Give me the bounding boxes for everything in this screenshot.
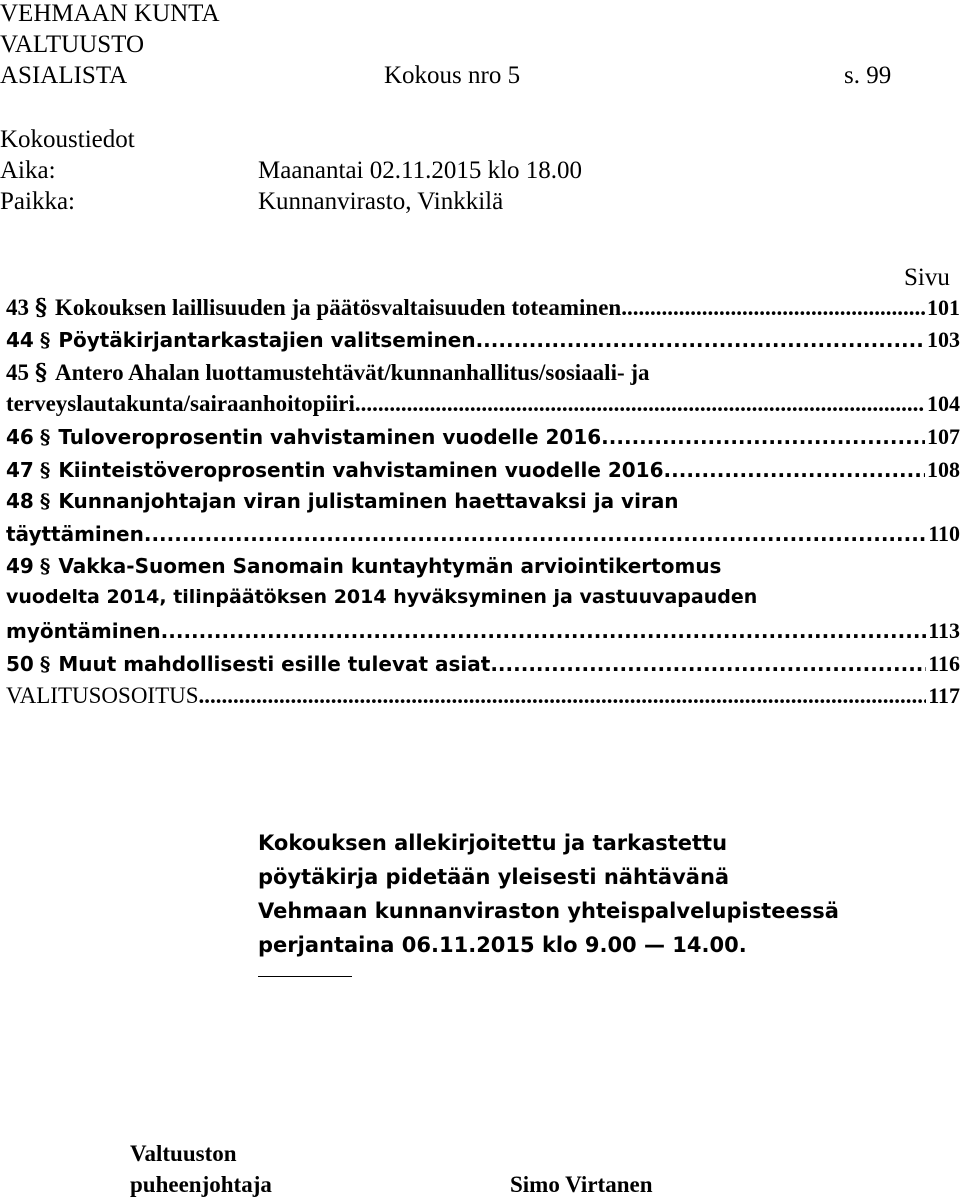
toc-item-49-continued-2[interactable]	[6, 618, 960, 650]
toc-item-page: 110	[928, 521, 960, 546]
toc-item-number: 50	[6, 652, 34, 676]
public-notice	[258, 826, 839, 962]
toc-item-title: Muut mahdollisesti esille tulevat asiat	[58, 652, 491, 676]
toc-item-page: 116	[928, 651, 960, 676]
toc-item-49[interactable]	[6, 554, 960, 586]
dot-leader	[490, 652, 926, 676]
toc-item-48-continued[interactable]	[6, 521, 960, 553]
meeting-number: Kokous nro 5	[384, 62, 521, 89]
toc-item-number: 46	[6, 425, 34, 449]
toc-item-46[interactable]	[6, 424, 960, 456]
section-sign-icon: §	[39, 425, 51, 449]
signature-rule	[258, 976, 352, 977]
chair-role-line1: Valtuuston	[130, 1141, 237, 1166]
section-sign-icon: §	[39, 458, 51, 482]
toc-item-page: 107	[927, 424, 960, 449]
toc-item-page: 108	[927, 457, 960, 482]
toc-item-47[interactable]	[6, 457, 960, 489]
place-label: Paikka:	[0, 188, 75, 215]
dot-leader	[144, 522, 926, 546]
section-sign-icon: §	[39, 489, 51, 513]
toc-item-title-continued: vuodelta 2014, tilinpäätöksen 2014 hyväksyminen ja vastuuvapauden	[6, 586, 758, 608]
document-type: ASIALISTA	[0, 62, 128, 89]
toc-item-page: 113	[928, 618, 960, 643]
place-value: Kunnanvirasto, Vinkkilä	[258, 188, 504, 215]
section-sign-icon: §	[35, 359, 48, 386]
dot-leader	[664, 458, 925, 482]
section-sign-icon: §	[39, 652, 51, 676]
toc-item-45-continued[interactable]	[6, 391, 960, 423]
toc-item-page: 103	[927, 327, 960, 352]
toc-item-title: Pöytäkirjantarkastajien valitseminen	[58, 328, 476, 352]
chair-name: Simo Virtanen	[510, 1172, 653, 1197]
page-number: s. 99	[844, 62, 892, 89]
notice-line: perjantaina 06.11.2015 klo 9.00 — 14.00.	[258, 933, 747, 957]
toc-page-column-label: Sivu	[904, 264, 950, 291]
section-sign-icon: §	[35, 294, 48, 321]
notice-line: pöytäkirja pidetään yleisesti nähtävänä	[258, 865, 730, 889]
section-sign-icon: §	[39, 554, 51, 578]
toc-item-title: Kunnanjohtajan viran julistaminen haettavaksi ja viran	[58, 489, 679, 513]
section-sign-icon: §	[39, 328, 51, 352]
dot-leader	[355, 391, 925, 417]
dot-leader	[199, 683, 927, 709]
toc-item-title: Kokouksen laillisuuden ja päätösvaltaisuuden toteaminen	[55, 295, 622, 320]
toc-item-number: 47	[6, 458, 34, 482]
toc-item-number: 44	[6, 328, 34, 352]
time-value: Maanantai 02.11.2015 klo 18.00	[258, 157, 583, 184]
toc-item-page: 117	[928, 683, 960, 708]
toc-item-title: Antero Ahalan luottamustehtävät/kunnanhallitus/sosiaali- ja	[55, 360, 650, 385]
time-label: Aika:	[0, 157, 56, 184]
dot-leader	[161, 619, 927, 643]
toc-item-44[interactable]	[6, 327, 960, 359]
toc-item-number: 45	[6, 360, 29, 385]
notice-line: Kokouksen allekirjoitettu ja tarkastettu	[258, 831, 728, 855]
toc-item-number: 43	[6, 295, 29, 320]
council-name: VALTUUSTO	[0, 31, 145, 58]
toc-item-43[interactable]	[6, 294, 960, 326]
toc-item-title-continued: täyttäminen	[6, 522, 144, 546]
toc-appeal-label: VALITUSOSOITUS	[6, 683, 199, 708]
toc-item-title-continued: myöntäminen	[6, 619, 161, 643]
toc-item-title: Kiinteistöveroprosentin vahvistaminen vuodelle 2016	[58, 458, 664, 482]
toc-item-title-continued: terveyslautakunta/sairaanhoitopiiri	[6, 391, 355, 416]
toc-item-appeal[interactable]	[6, 683, 960, 715]
toc-item-45[interactable]	[6, 359, 960, 391]
meeting-info-heading: Kokoustiedot	[0, 126, 135, 153]
toc-item-48[interactable]	[6, 489, 960, 521]
toc-item-title: Tuloveroprosentin vahvistaminen vuodelle 2016	[58, 425, 602, 449]
dot-leader	[601, 425, 925, 449]
toc-item-page: 104	[927, 391, 960, 416]
toc-item-title: Vakka-Suomen Sanomain kuntayhtymän arviointikertomus	[58, 554, 722, 578]
dot-leader	[621, 295, 925, 321]
dot-leader	[476, 328, 925, 352]
toc-item-number: 49	[6, 554, 34, 578]
toc-item-50[interactable]	[6, 651, 960, 683]
toc-item-number: 48	[6, 489, 34, 513]
notice-line: Vehmaan kunnanviraston yhteispalvelupisteessä	[258, 899, 839, 923]
toc-item-49-continued-1[interactable]	[6, 586, 960, 618]
toc-item-page: 101	[927, 295, 960, 320]
municipality-name: VEHMAAN KUNTA	[0, 0, 220, 27]
chair-role-line2: puheenjohtaja	[130, 1172, 272, 1197]
